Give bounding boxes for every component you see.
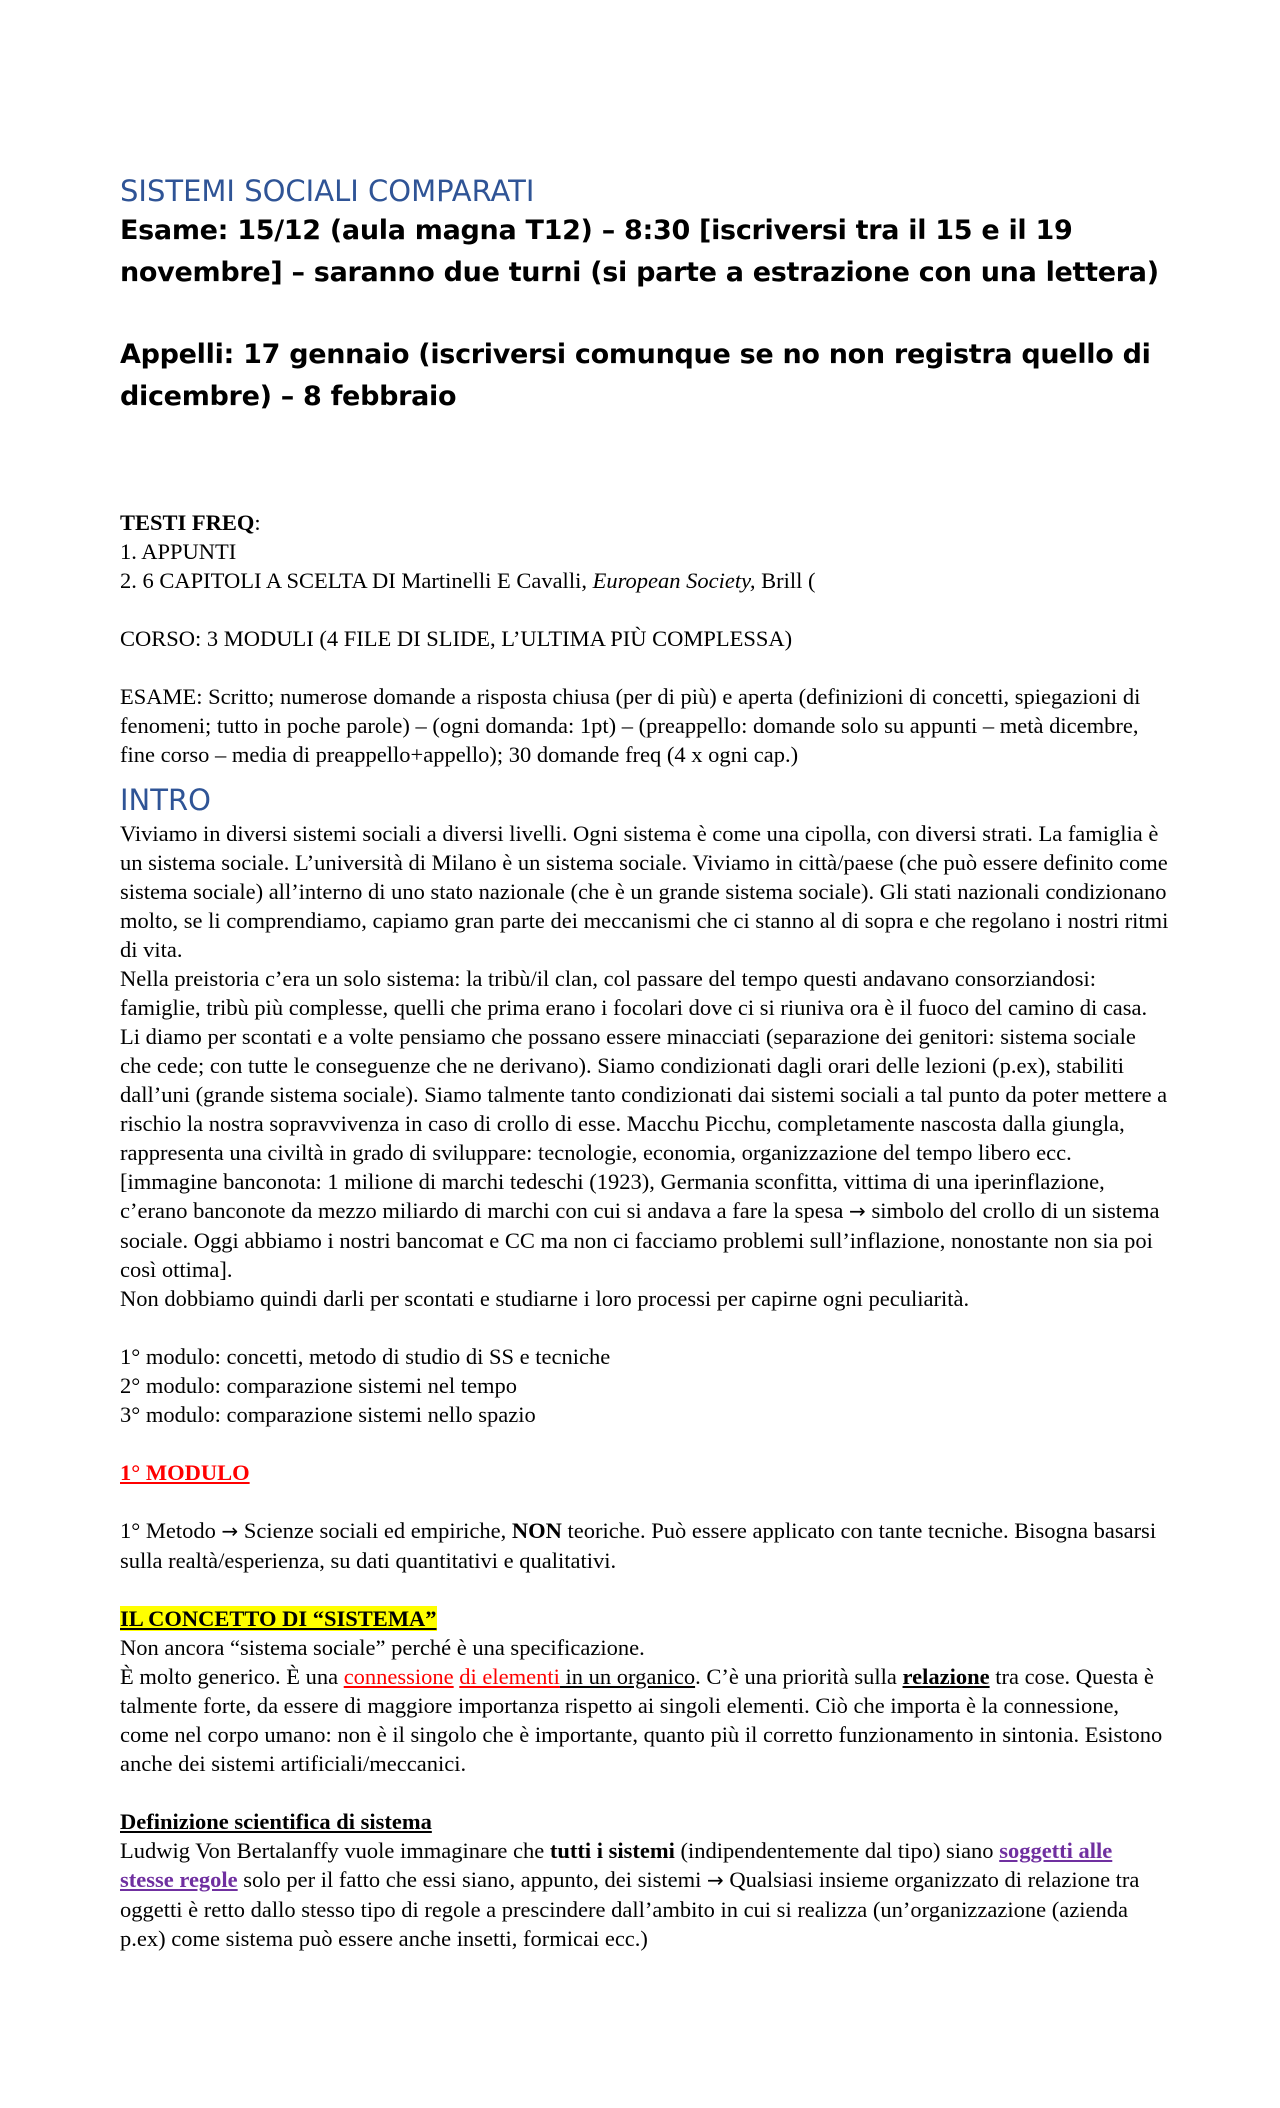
intro-paragraph-4: Non dobbiamo quindi darli per scontati e studiarne i loro processi per capirne ogni peculiarità.	[120, 1286, 970, 1311]
metodo-paragraph: 1° Metodo → Scienze sociali ed empiriche, NON teoriche. Può essere applicato con tante tecniche. Bisogna basarsi sulla realtà/esperienza, su dati quantitativi e qualitativi.	[120, 1518, 1157, 1573]
sistema-heading: IL CONCETTO DI “SISTEMA”	[120, 1606, 437, 1631]
document-page	[120, 172, 1170, 1953]
intro-paragraph-2: Nella preistoria c’era un solo sistema: la tribù/il clan, col passare del tempo questi andavano consorziandosi: famiglie, tribù più complesse, quelli che prima erano i focolari dove ci si riuniva ora è il fuoco del camino di casa. Li diamo per scontati e a volte pensiamo che possano essere minacciati (separazione dei genitori: sistema sociale che cede; con tutte le conseguenze che ne derivano). Siamo condizionati dagli orari delle lezioni (p.ex), stabiliti dall’uni (grande sistema sociale). Siamo talmente tanto condizionati dai sistemi sociali a tal punto da poter mettere a rischio la nostra sopravvivenza in caso di crollo di esse. Macchu Picchu, completamente nascosta dalla giungla, rappresenta una civiltà in grado di sviluppare: tecnologie, economia, organizzazione del tempo libero ecc.	[120, 966, 1168, 1165]
book-title: European Society,	[592, 568, 756, 593]
modulo-list-item: 3° modulo: comparazione sistemi nello spazio	[120, 1402, 536, 1427]
modulo-list-item: 2° modulo: comparazione sistemi nel tempo	[120, 1373, 518, 1398]
sistema-line-1: Non ancora “sistema sociale” perché è una specificazione.	[120, 1635, 645, 1660]
corso-info: CORSO: 3 MODULI (4 FILE DI SLIDE, L’ULTIMA PIÙ COMPLESSA)	[120, 626, 793, 651]
testi-item-1: 1. APPUNTI	[120, 539, 237, 564]
modulo-1-heading: 1° MODULO	[120, 1460, 250, 1485]
document-title: SISTEMI SOCIALI COMPARATI	[120, 174, 535, 208]
testi-freq-label: TESTI FREQ	[120, 510, 255, 535]
arrow-right-icon: →	[706, 1868, 724, 1892]
testi-item-2: 2. 6 CAPITOLI A SCELTA DI Martinelli E Cavalli, European Society, Brill (	[120, 568, 816, 593]
modulo-list-item: 1° modulo: concetti, metodo di studio di SS e tecniche	[120, 1344, 611, 1369]
esame-description: ESAME: Scritto; numerose domande a risposta chiusa (per di più) e aperta (definizioni di concetti, spiegazioni di fenomeni; tutto in poche parole) – (ogni domanda: 1pt) – (preappello: domande solo su appunti – metà dicembre, fine corso – media di preappello+appello); 30 domande freq (4 x ogni cap.)	[120, 684, 1141, 767]
testi-freq-heading: TESTI FREQ:	[120, 510, 261, 535]
sistema-paragraph: È molto generico. È una connessione di elementi in un organico. C’è una priorità sulla relazione tra cose. Questa è talmente forte, da essere di maggiore importanza rispetto ai singoli elementi. Ciò che importa è la connessione, come nel corpo umano: non è il singolo che è importante, quanto più il corretto funzionamento in sintonia. Esistono anche dei sistemi artificiali/meccanici.	[120, 1664, 1163, 1776]
intro-paragraph-3: [immagine banconota: 1 milione di marchi tedeschi (1923), Germania sconfitta, vittima di una iperinflazione, c’erano banconote da mezzo miliardo di marchi con cui si andava a fare la spesa → simbolo del crollo di un sistema sociale. Oggi abbiamo i nostri bancomat e CC ma non ci facciamo problemi sull’inflazione, nonostante non sia poi così ottima].	[120, 1169, 1160, 1282]
definizione-heading: Definizione scientifica di sistema	[120, 1809, 432, 1834]
intro-heading: INTRO	[120, 783, 211, 817]
intro-paragraph-1: Viviamo in diversi sistemi sociali a diversi livelli. Ogni sistema è come una cipolla, con diversi strati. La famiglia è un sistema sociale. L’università di Milano è un sistema sociale. Viviamo in città/paese (che può essere definito come sistema sociale) all’interno di uno stato nazionale (che è un grande sistema sociale). Gli stati nazionali condizionano molto, se li comprendiamo, capiamo gran parte dei meccanismi che ci stanno al di sopra e che regolano i nostri ritmi di vita.	[120, 821, 1169, 962]
appelli-info: Appelli: 17 gennaio (iscriversi comunque se no non registra quello di dicembre) – 8 febbraio	[120, 339, 1151, 412]
arrow-right-icon: →	[221, 1519, 239, 1543]
exam-info: Esame: 15/12 (aula magna T12) – 8:30 [iscriversi tra il 15 e il 19 novembre] – saranno due turni (si parte a estrazione con una lettera)	[120, 215, 1159, 288]
definizione-paragraph: Ludwig Von Bertalanffy vuole immaginare che tutti i sistemi (indipendentemente dal tipo) siano soggetti alle stesse regole solo per il fatto che essi siano, appunto, dei sistemi → Qualsiasi insieme organizzato di relazione tra oggetti è retto dallo stesso tipo di regole a prescindere dall’ambito in cui si realizza (un’organizzazione (azienda p.ex) come sistema può essere anche insetti, formicai ecc.)	[120, 1838, 1140, 1951]
arrow-right-icon: →	[849, 1199, 866, 1223]
